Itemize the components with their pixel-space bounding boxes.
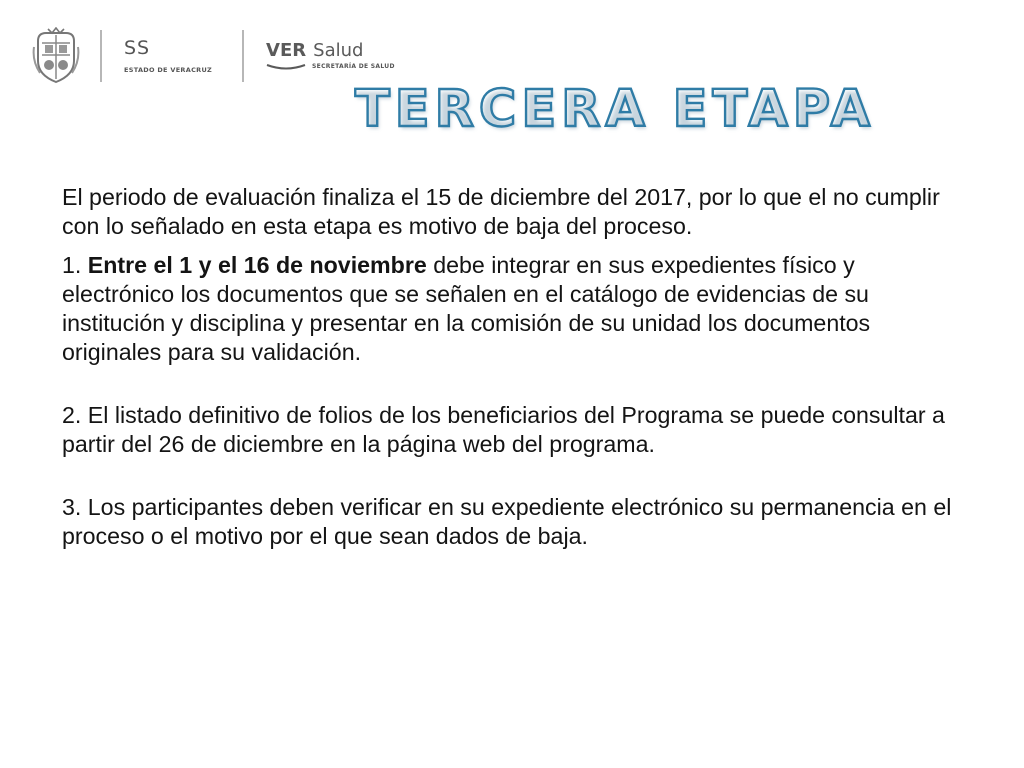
- header: [30, 24, 395, 88]
- logo-divider-2: [242, 30, 244, 82]
- item-1-paragraph: [62, 251, 967, 367]
- state-crest-icon: [30, 26, 82, 86]
- ver-logo-salud: Salud: [313, 39, 364, 61]
- page-title: TERCERA ETAPA: [355, 80, 875, 139]
- ss-logo-title: SS: [124, 36, 151, 59]
- body-content: [62, 183, 967, 551]
- ss-logo: [124, 36, 213, 74]
- logo-divider: [100, 30, 102, 82]
- intro-paragraph: El periodo de evaluación finaliza el 15 de diciembre del 2017, por lo que el no cumplir con lo señalado en esta etapa es motivo de baja del proceso.: [62, 184, 940, 239]
- ss-logo-subtitle: ESTADO DE VERACRUZ: [124, 65, 213, 74]
- ver-logo-subtitle: SECRETARÍA DE SALUD: [312, 62, 395, 70]
- item-1-number: 1.: [62, 252, 82, 278]
- swoosh-icon: [266, 63, 306, 71]
- item-3-paragraph: 3. Los participantes deben verificar en su expediente electrónico su permanencia en el proceso o el motivo por el que sean dados de baja.: [62, 494, 952, 549]
- ver-logo-ver: VER: [266, 39, 307, 61]
- ver-salud-logo: [266, 39, 395, 71]
- item-1-text: debe integrar en sus expedientes físico y electrónico los documentos que se señalen en el catálogo de evidencias de su institución y disciplina y presentar en la comisión de su unidad los documentos originales para su validación.: [62, 252, 871, 365]
- item-1-bold-dates: Entre el 1 y el 16 de noviembre: [87, 252, 427, 278]
- item-2-paragraph: 2. El listado definitivo de folios de los beneficiarios del Programa se puede consultar a partir del 26 de diciembre en la página web del programa.: [62, 402, 945, 457]
